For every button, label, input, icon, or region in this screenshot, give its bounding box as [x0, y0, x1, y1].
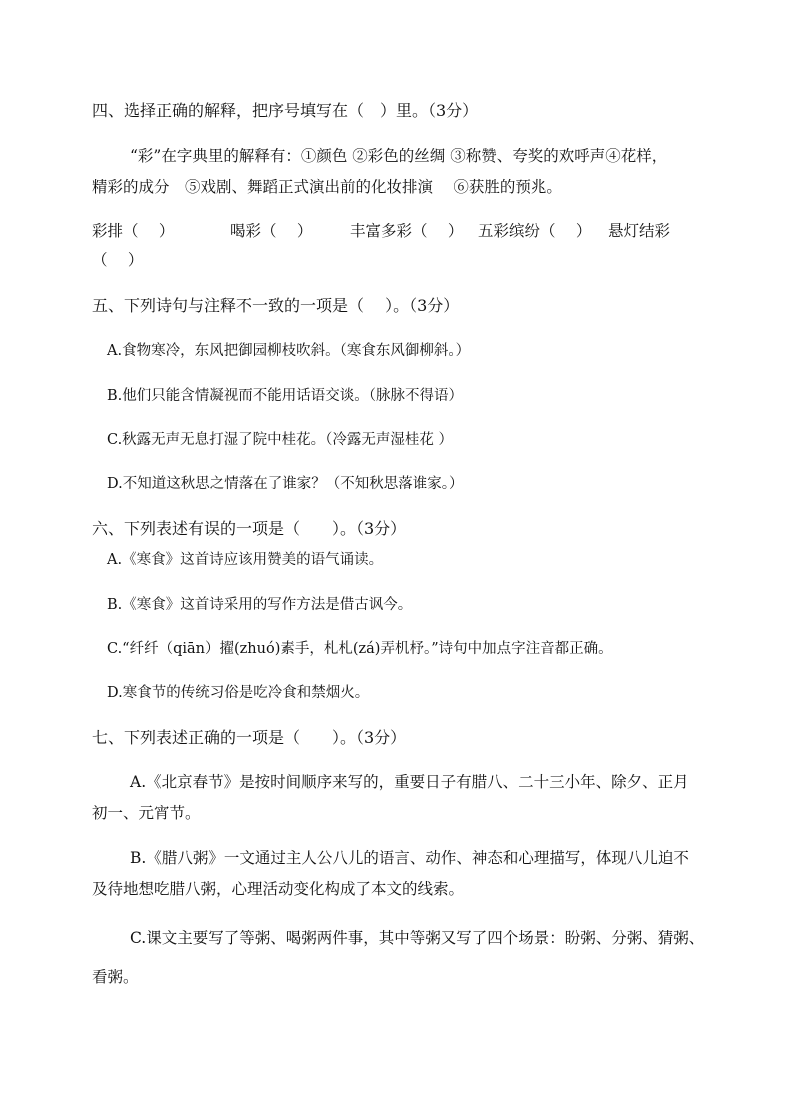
q4-intro-line1: “彩”在字典里的解释有：①颜色 ②彩色的丝绸 ③称赞、夸奖的欢呼声④花样， [130, 147, 668, 165]
q7-option-b-line2: 及待地想吃腊八粥，心理活动变化构成了本文的线索。 [92, 880, 465, 898]
q6-option-d: D.寒食节的传统习俗是吃冷食和禁烟火。 [107, 685, 370, 701]
q6-option-b: B.《寒食》这首诗采用的写作方法是借古讽今。 [107, 597, 413, 613]
q4-word-caipai: 彩排（ ） [92, 222, 175, 240]
q4-word-hecai: 喝彩（ ） [230, 222, 313, 240]
q7-option-c-line2: 看粥。 [92, 968, 139, 986]
q4-word-wucaibinfen: 五彩缤纷（ ） [478, 222, 592, 240]
q4-word-fengfuduocai: 丰富多彩（ ） [350, 222, 464, 240]
q7-option-a-line1: A.《北京春节》是按时间顺序来写的，重要日子有腊八、二十三小年、除夕、正月 [130, 773, 689, 791]
q5-option-a: A.食物寒冷，东风把御园柳枝吹斜。（寒食东风御柳斜。） [107, 343, 471, 359]
q5-option-d: D.不知道这秋思之情落在了谁家？（不知秋思落谁家。） [107, 476, 464, 492]
q5-heading: 五、下列诗句与注释不一致的一项是（ ）。（3分） [92, 296, 460, 315]
q5-option-b: B.他们只能含情凝视而不能用话语交谈。（脉脉不得语） [107, 388, 464, 404]
q4-word-xuandengjiecai: 悬灯结彩 [608, 222, 671, 240]
q7-heading: 七、下列表述正确的一项是（ ）。（3分） [92, 728, 407, 747]
q7-option-a-line2: 初一、元宵节。 [92, 804, 201, 822]
q4-intro-line2: 精彩的成分 ⑤戏剧、舞蹈正式演出前的化妆排演 ⑥获胜的预兆。 [92, 178, 562, 196]
q4-heading: 四、选择正确的解释，把序号填写在（ ）里。（3分） [92, 101, 479, 120]
q7-option-c-line1: C.课文主要写了等粥、喝粥两件事，其中等粥又写了四个场景：盼粥、分粥、猜粥、 [130, 929, 705, 947]
q6-option-a: A.《寒食》这首诗应该用赞美的语气诵读。 [107, 552, 384, 568]
q4-last-blank: （ ） [92, 251, 144, 269]
q6-option-c: C.“纤纤（qiān）擢(zhuó)素手，札札(zá)弄机杼。”诗句中加点字注音都正确。 [107, 641, 613, 657]
q7-option-b-line1: B.《腊八粥》一文通过主人公八儿的语言、动作、神态和心理描写，体现八儿迫不 [130, 849, 689, 867]
q6-heading: 六、下列表述有误的一项是（ ）。（3分） [92, 519, 407, 538]
q5-option-c: C.秋露无声无息打湿了院中桂花。（冷露无声湿桂花 ） [107, 432, 454, 448]
